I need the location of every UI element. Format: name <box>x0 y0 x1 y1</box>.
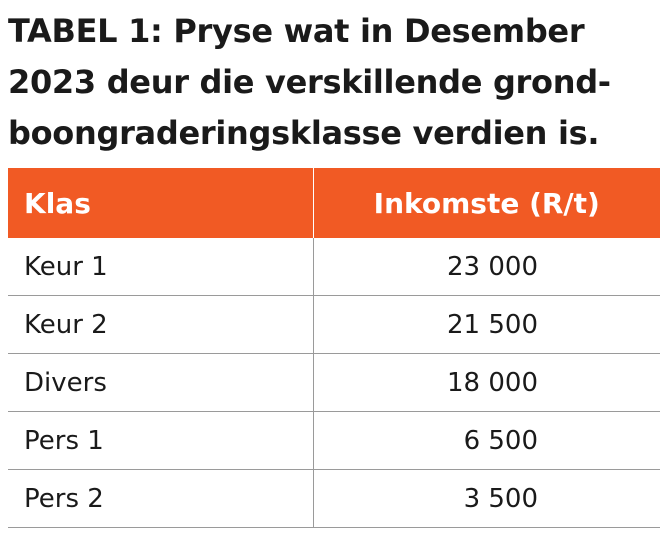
header-klas: Klas <box>8 168 313 238</box>
cell-inkomste: 6 500 <box>313 412 660 470</box>
price-table-container <box>8 168 660 528</box>
table-row <box>8 412 660 470</box>
cell-klas: Pers 2 <box>8 470 313 528</box>
table-row <box>8 238 660 296</box>
table-header <box>8 168 660 238</box>
header-inkomste: Inkomste (R/t) <box>313 168 660 238</box>
cell-inkomste: 3 500 <box>313 470 660 528</box>
title-line-3: boongraderingsklasse verdien is. <box>8 114 600 152</box>
title-line-2: 2023 deur die verskillende grond- <box>8 63 611 101</box>
table-body <box>8 238 660 528</box>
cell-klas: Pers 1 <box>8 412 313 470</box>
title-line-1: TABEL 1: Pryse wat in Desember <box>8 12 585 50</box>
table-row <box>8 354 660 412</box>
table-row <box>8 470 660 528</box>
cell-klas: Divers <box>8 354 313 412</box>
table-row <box>8 296 660 354</box>
cell-klas: Keur 2 <box>8 296 313 354</box>
table-title <box>8 6 658 159</box>
header-row <box>8 168 660 238</box>
cell-inkomste: 21 500 <box>313 296 660 354</box>
cell-inkomste: 18 000 <box>313 354 660 412</box>
cell-klas: Keur 1 <box>8 238 313 296</box>
cell-inkomste: 23 000 <box>313 238 660 296</box>
price-table <box>8 168 660 528</box>
